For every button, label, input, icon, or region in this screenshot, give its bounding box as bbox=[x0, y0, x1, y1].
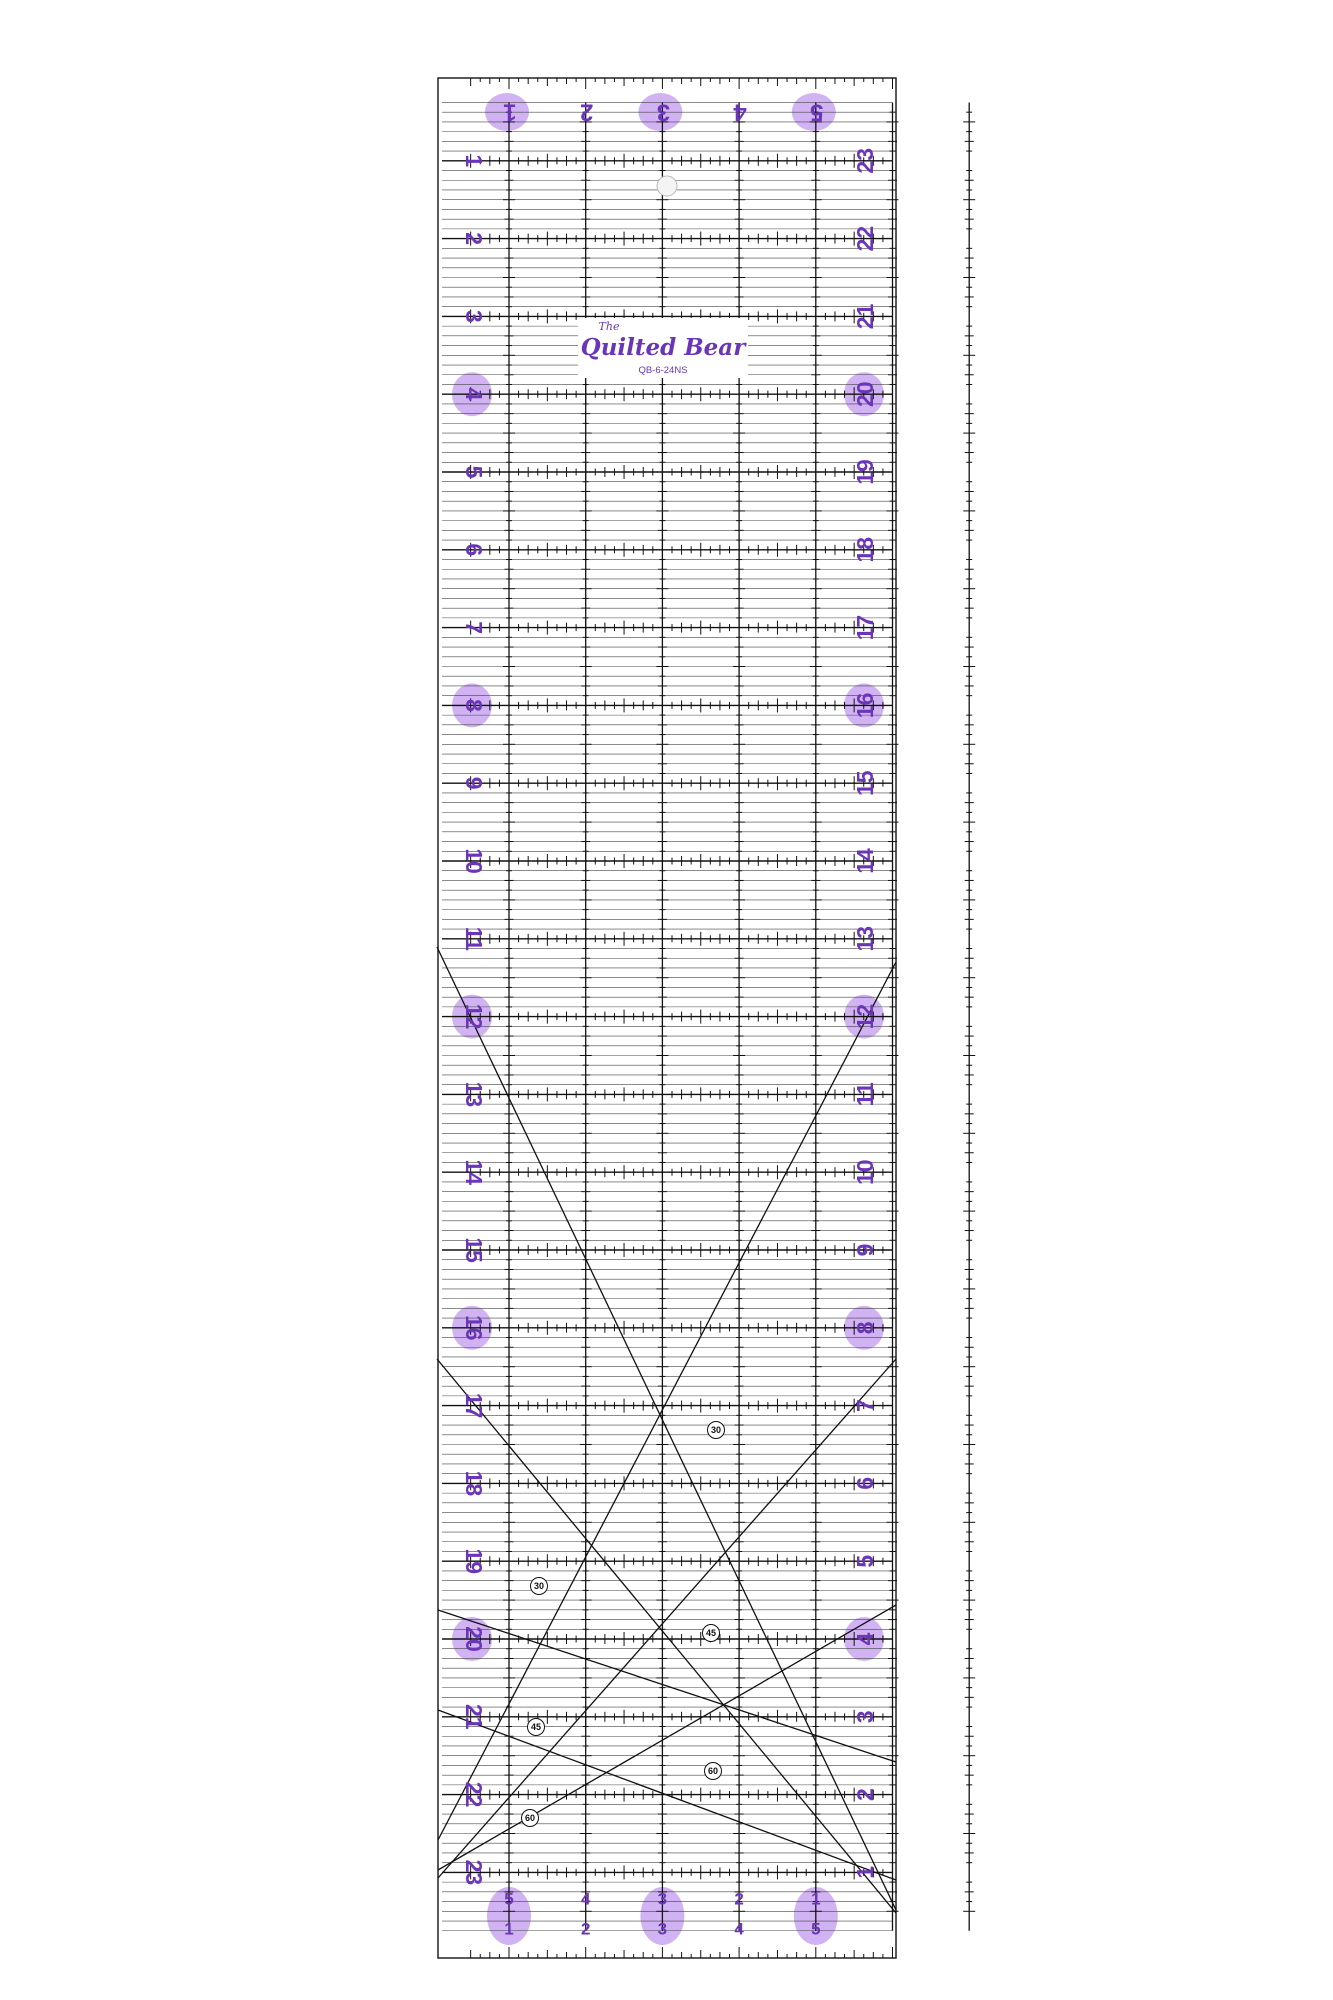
right-number: 23 bbox=[852, 148, 878, 174]
left-number: 19 bbox=[461, 1548, 487, 1574]
left-number: 21 bbox=[461, 1704, 487, 1730]
left-number: 12 bbox=[461, 1003, 487, 1030]
top-number: 4 bbox=[733, 98, 747, 126]
left-number: 3 bbox=[461, 310, 487, 323]
left-number: 2 bbox=[461, 232, 487, 245]
left-number: 14 bbox=[461, 1159, 487, 1185]
bottom-number-lower: 4 bbox=[734, 1919, 744, 1939]
bottom-number-upper: 3 bbox=[657, 1889, 668, 1909]
right-number: 17 bbox=[852, 614, 878, 641]
bottom-number-lower: 3 bbox=[657, 1919, 668, 1939]
angle-label: 45 bbox=[530, 1722, 542, 1733]
top-number: 3 bbox=[656, 98, 671, 126]
left-number: 18 bbox=[461, 1470, 487, 1497]
angle-label: 30 bbox=[710, 1425, 722, 1436]
logo-name-text: Quilted Bear bbox=[580, 334, 746, 361]
top-number: 2 bbox=[580, 98, 594, 126]
left-number: 10 bbox=[461, 848, 487, 874]
right-number: 8 bbox=[852, 1321, 878, 1335]
right-number: 16 bbox=[852, 692, 878, 719]
model-number: QB-6-24NS bbox=[638, 365, 688, 376]
top-number: 5 bbox=[810, 98, 824, 126]
bottom-number-lower: 1 bbox=[504, 1919, 514, 1939]
right-number: 18 bbox=[852, 537, 878, 563]
right-number: 19 bbox=[852, 459, 878, 485]
right-number: 10 bbox=[852, 1159, 878, 1185]
logo-the-text: The bbox=[598, 320, 620, 333]
angle-label: 45 bbox=[705, 1628, 717, 1639]
angle-label: 60 bbox=[707, 1766, 719, 1777]
left-number: 20 bbox=[461, 1626, 487, 1652]
right-number: 2 bbox=[852, 1788, 878, 1801]
left-number: 9 bbox=[461, 776, 487, 790]
left-number: 17 bbox=[461, 1392, 487, 1419]
right-number: 1 bbox=[852, 1866, 878, 1879]
quilting-ruler bbox=[437, 78, 975, 1958]
bottom-number-upper: 4 bbox=[580, 1889, 591, 1909]
right-number: 15 bbox=[852, 770, 878, 796]
left-number: 16 bbox=[461, 1315, 487, 1341]
left-number: 7 bbox=[461, 621, 487, 634]
angle-label: 60 bbox=[524, 1813, 536, 1824]
left-number: 23 bbox=[461, 1859, 487, 1886]
right-number: 12 bbox=[852, 1003, 878, 1030]
bottom-number-lower: 2 bbox=[580, 1919, 591, 1939]
left-number: 4 bbox=[461, 387, 487, 401]
right-number: 21 bbox=[852, 303, 878, 330]
bottom-number-upper: 1 bbox=[811, 1889, 821, 1909]
left-number: 15 bbox=[461, 1237, 487, 1263]
right-number: 4 bbox=[852, 1632, 878, 1646]
top-number: 1 bbox=[503, 98, 517, 126]
left-number: 22 bbox=[461, 1781, 487, 1808]
right-number: 9 bbox=[852, 1243, 878, 1257]
bottom-number-upper: 5 bbox=[504, 1889, 514, 1909]
right-number: 20 bbox=[852, 381, 878, 407]
left-number: 1 bbox=[461, 154, 487, 168]
brand-logo bbox=[578, 318, 748, 378]
right-number: 7 bbox=[852, 1399, 878, 1412]
right-number: 13 bbox=[852, 926, 878, 952]
bottom-number-upper: 2 bbox=[734, 1889, 744, 1909]
bottom-number-lower: 5 bbox=[811, 1919, 821, 1939]
right-number: 5 bbox=[852, 1554, 878, 1568]
angle-label: 30 bbox=[533, 1581, 545, 1592]
right-number: 22 bbox=[852, 225, 878, 252]
right-number: 6 bbox=[852, 1477, 878, 1490]
left-number: 11 bbox=[461, 926, 487, 951]
right-number: 14 bbox=[852, 848, 878, 874]
left-number: 8 bbox=[461, 699, 487, 712]
left-number: 13 bbox=[461, 1081, 487, 1108]
hang-hole bbox=[657, 176, 677, 196]
left-number: 6 bbox=[461, 543, 487, 557]
right-number: 11 bbox=[852, 1082, 878, 1107]
left-number: 5 bbox=[461, 465, 487, 479]
right-number: 3 bbox=[852, 1710, 878, 1724]
